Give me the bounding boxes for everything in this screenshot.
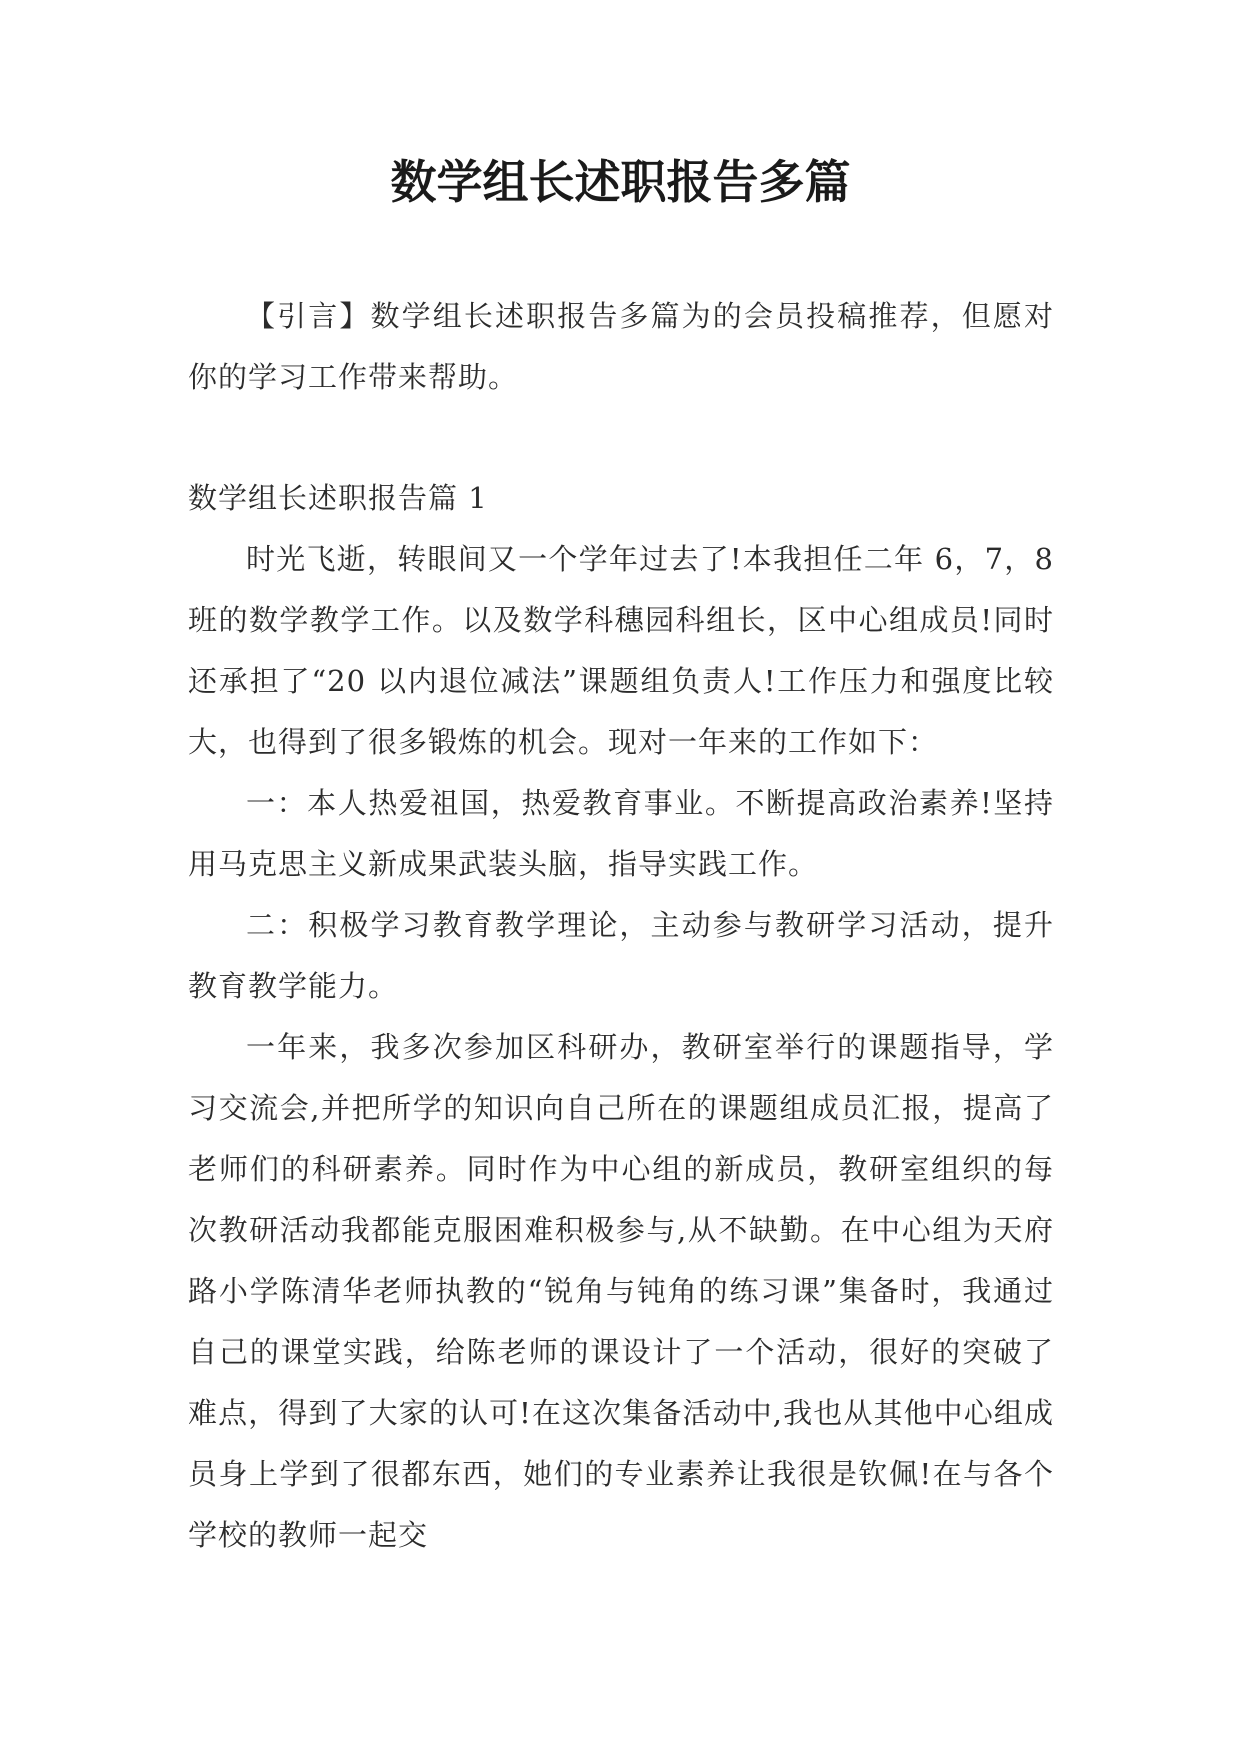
body-paragraph: 一年来，我多次参加区科研办，教研室举行的课题指导，学习交流会,并把所学的知识向自己所在的课题组成员汇报，提高了老师们的科研素养。同时作为中心组的新成员，教研室组织的每次教研活动我都能克服困难积极参与,从不缺勤。在中心组为天府路小学陈清华老师执教的“锐角与钝角的练习课”集备时，我通过自己的课堂实践，给陈老师的课设计了一个活动，很好的突破了难点，得到了大家的认可!在这次集备活动中,我也从其他中心组成员身上学到了很都东西，她们的专业素养让我很是钦佩!在与各个学校的教师一起交 — [188, 1030, 1054, 1552]
section-heading: 数学组长述职报告篇 1 — [188, 481, 488, 515]
body-paragraph: 二：积极学习教育教学理论，主动参与教研学习活动，提升教育教学能力。 — [188, 908, 1054, 1003]
body-paragraph: 时光飞逝，转眼间又一个学年过去了!本我担任二年 6，7，8 班的数学教学工作。以及数学科穗园科组长，区中心组成员!同时还承担了“20 以内退位减法”课题组负责人!工作压力和强度比较大，也得到了很多锻炼的机会。现对一年来的工作如下： — [188, 542, 1054, 759]
document-title: 数学组长述职报告多篇 — [390, 155, 851, 209]
body-paragraph: 一：本人热爱祖国，热爱教育事业。不断提高政治素养!坚持用马克思主义新成果武装头脑，指导实践工作。 — [188, 786, 1054, 881]
intro-paragraph: 【引言】数学组长述职报告多篇为的会员投稿推荐，但愿对你的学习工作带来帮助。 — [188, 299, 1054, 394]
document-body — [188, 286, 1054, 1566]
